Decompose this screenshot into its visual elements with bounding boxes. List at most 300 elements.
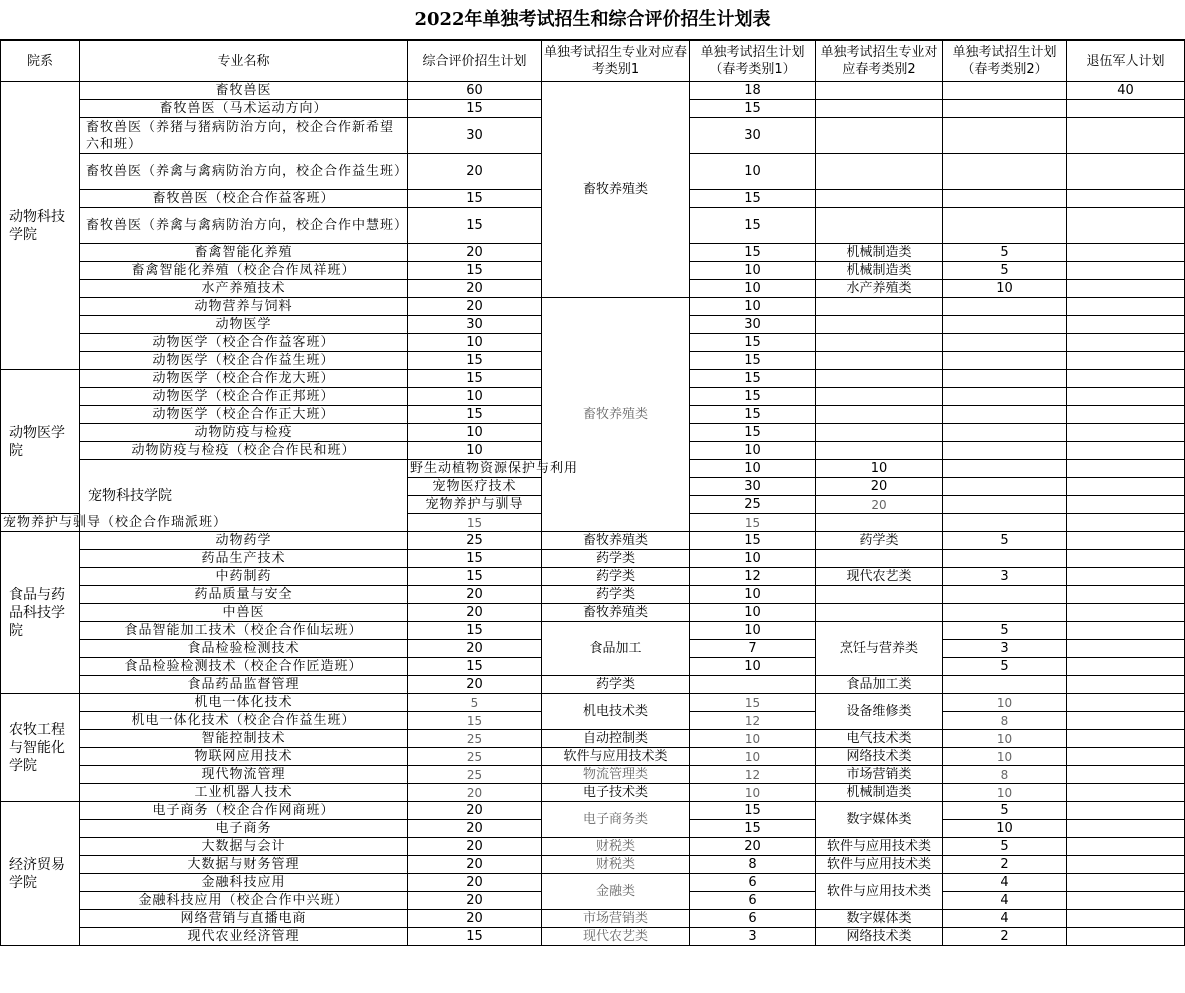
plan1-cell: 6 [690,892,816,910]
cat2-cell [816,208,943,244]
comp-cell: 20 [408,640,542,658]
plan2-cell: 3 [943,640,1067,658]
vet-cell [1067,856,1185,874]
major-cell: 机电一体化技术 [80,694,408,712]
comp-cell: 20 [408,838,542,856]
cat2-cell [816,550,943,568]
plan1-cell: 12 [690,766,816,784]
major-cell: 大数据与财务管理 [80,856,408,874]
major-cell: 畜牧兽医（养禽与禽病防治方向，校企合作益生班） [80,154,408,190]
table-row [1,928,1185,946]
major-cell: 中兽医 [80,604,408,622]
plan1-cell: 15 [690,694,816,712]
vet-cell [1067,730,1185,748]
table-row [1,766,1185,784]
plan1-cell: 30 [690,118,816,154]
major-cell: 机电一体化技术（校企合作益生班） [80,712,408,730]
plan1-cell: 10 [690,604,816,622]
cat2-cell: 食品加工类 [816,676,943,694]
cat2-cell [816,442,943,460]
vet-cell [1067,928,1185,946]
plan2-cell [943,82,1067,100]
table-row [1,802,1185,820]
cat2-cell: 网络技术类 [816,748,943,766]
cat2-cell: 电气技术类 [816,730,943,748]
plan2-cell: 10 [943,280,1067,298]
vet-cell [1067,370,1185,388]
vet-cell [1067,640,1185,658]
table-row [1,82,1185,100]
cat2-cell: 市场营销类 [816,766,943,784]
vet-cell [1067,550,1185,568]
major-cell: 动物防疫与检疫（校企合作民和班） [80,442,408,460]
header-major: 专业名称 [80,41,408,82]
major-cell: 动物营养与饲料 [80,298,408,316]
table-row [1,586,1185,604]
comp-cell: 15 [408,190,542,208]
plan2-cell: 2 [943,928,1067,946]
table-row [1,784,1185,802]
major-cell: 食品检验检测技术（校企合作匠造班） [80,658,408,676]
major-cell: 金融科技应用（校企合作中兴班） [80,892,408,910]
plan2-cell [943,334,1067,352]
plan2-cell: 8 [943,712,1067,730]
vet-cell [1067,316,1185,334]
major-cell: 宠物医疗技术 [408,478,542,496]
vet-cell [1067,118,1185,154]
major-cell: 动物防疫与检疫 [80,424,408,442]
major-cell: 宠物养护与驯导（校企合作瑞派班） [1,514,80,532]
vet-cell [1067,154,1185,190]
comp-cell: 15 [408,622,542,640]
vet-cell [1067,406,1185,424]
dept-cell: 农牧工程与智能化学院 [1,694,80,802]
cat2-cell [816,586,943,604]
cat2-cell [816,370,943,388]
plan1-cell: 15 [690,244,816,262]
plan1-cell: 10 [816,460,943,478]
table-row [1,298,1185,316]
header-cat1: 单独考试招生专业对应春考类别1 [542,41,690,82]
cat2-cell [816,82,943,100]
plan2-cell: 5 [943,262,1067,280]
comp-cell: 20 [408,784,542,802]
plan1-cell: 15 [690,406,816,424]
major-cell: 畜牧兽医（校企合作益客班） [80,190,408,208]
header-comp: 综合评价招生计划 [408,41,542,82]
major-cell: 动物药学 [80,532,408,550]
major-cell: 现代物流管理 [80,766,408,784]
plan1-cell: 15 [690,370,816,388]
cat1-cell: 畜牧养殖类 [542,604,690,622]
comp-cell: 20 [408,874,542,892]
cat1-cell: 电子商务类 [542,802,690,838]
major-cell: 金融科技应用 [80,874,408,892]
cat1-cell: 金融类 [542,874,690,910]
major-cell: 宠物养护与驯导 [408,496,542,514]
plan2-cell: 5 [943,802,1067,820]
table-row [1,676,1185,694]
comp-cell: 20 [408,244,542,262]
comp-cell: 25 [408,532,542,550]
cat1-cell: 畜牧养殖类 [542,298,690,532]
comp-cell: 15 [408,100,542,118]
major-cell: 野生动植物资源保护与利用 [408,460,542,478]
plan2-cell: 5 [943,622,1067,640]
plan2-cell [1067,460,1185,478]
plan2-cell [943,352,1067,370]
plan2-cell [943,424,1067,442]
comp-cell: 10 [408,334,542,352]
vet-cell [1067,892,1185,910]
plan1-cell: 8 [690,856,816,874]
plan2-cell [943,604,1067,622]
cat2-cell [816,514,943,532]
plan2-cell [943,316,1067,334]
comp-cell: 20 [408,856,542,874]
plan1-cell: 15 [690,802,816,820]
cat1-cell: 药学类 [542,550,690,568]
comp-cell: 20 [408,820,542,838]
plan1-cell: 10 [690,550,816,568]
vet-cell [1067,244,1185,262]
cat1-cell: 机电技术类 [542,694,690,730]
vet-cell [1067,820,1185,838]
table-row [1,748,1185,766]
vet-cell [1067,766,1185,784]
plan1-cell: 10 [690,586,816,604]
plan2-cell: 4 [943,874,1067,892]
table-row [1,910,1185,928]
page-title: 2022年单独考试招生和综合评价招生计划表 [0,0,1185,40]
plan2-cell: 4 [943,910,1067,928]
comp-cell: 15 [408,406,542,424]
comp-cell: 10 [690,460,816,478]
comp-cell: 30 [408,118,542,154]
major-cell: 药品生产技术 [80,550,408,568]
plan1-cell: 15 [690,532,816,550]
comp-cell: 15 [408,370,542,388]
vet-cell [1067,424,1185,442]
comp-cell: 15 [408,352,542,370]
major-cell: 智能控制技术 [80,730,408,748]
comp-cell: 15 [408,568,542,586]
plan1-cell: 12 [690,712,816,730]
plan2-cell: 10 [943,730,1067,748]
major-cell: 动物医学（校企合作益客班） [80,334,408,352]
cat1-cell: 物流管理类 [542,766,690,784]
vet-cell [1067,568,1185,586]
vet-cell [1067,298,1185,316]
major-cell: 电子商务 [80,820,408,838]
table-row [1,604,1185,622]
major-cell: 动物医学（校企合作正大班） [80,406,408,424]
vet-cell [1067,676,1185,694]
vet-cell [1067,190,1185,208]
plan1-cell: 15 [690,514,816,532]
header-dept: 院系 [1,41,80,82]
plan2-cell [943,118,1067,154]
plan1-cell: 10 [690,748,816,766]
vet-cell [1067,442,1185,460]
plan2-cell: 10 [943,820,1067,838]
plan2-cell [943,298,1067,316]
plan2-cell: 3 [943,568,1067,586]
table-row [1,694,1185,712]
cat2-cell [816,334,943,352]
cat2-cell: 数字媒体类 [816,802,943,838]
plan1-cell: 20 [816,478,943,496]
plan1-cell: 10 [690,442,816,460]
comp-cell: 15 [408,262,542,280]
comp-cell: 60 [408,82,542,100]
vet-cell [1067,910,1185,928]
comp-cell: 25 [408,766,542,784]
vet-cell [1067,334,1185,352]
major-cell: 动物医学（校企合作龙大班） [80,370,408,388]
cat2-cell: 机械制造类 [816,262,943,280]
vet-cell [1067,874,1185,892]
cat2-cell: 网络技术类 [816,928,943,946]
comp-cell: 30 [408,316,542,334]
comp-cell: 20 [408,154,542,190]
major-cell: 物联网应用技术 [80,748,408,766]
cat1-cell: 市场营销类 [542,910,690,928]
plan2-cell [943,550,1067,568]
plan2-cell: 5 [943,244,1067,262]
plan1-cell: 15 [690,352,816,370]
cat1-cell: 畜牧养殖类 [542,532,690,550]
comp-cell: 20 [408,604,542,622]
plan1-cell: 15 [690,100,816,118]
major-cell: 畜牧兽医（马术运动方向） [80,100,408,118]
cat1-cell: 畜牧养殖类 [542,82,690,298]
vet-cell [1067,784,1185,802]
cat1-cell: 财税类 [542,838,690,856]
vet-cell [1067,532,1185,550]
plan1-cell: 20 [816,496,943,514]
enrollment-plan-table [0,40,1185,946]
comp-cell: 15 [408,208,542,244]
vet-cell [1067,280,1185,298]
plan2-cell [943,514,1067,532]
plan1-cell: 15 [690,424,816,442]
major-cell: 畜牧兽医 [80,82,408,100]
major-cell: 畜禽智能化养殖 [80,244,408,262]
cat2-cell: 现代农艺类 [816,568,943,586]
comp-cell: 20 [408,910,542,928]
comp-cell: 10 [408,442,542,460]
vet-cell [1067,694,1185,712]
major-cell: 动物医学（校企合作正邦班） [80,388,408,406]
vet-cell [1067,748,1185,766]
vet-cell [1067,658,1185,676]
comp-cell: 5 [408,694,542,712]
plan2-cell [943,208,1067,244]
plan1-cell: 15 [690,208,816,244]
plan2-cell [943,586,1067,604]
cat2-cell: 软件与应用技术类 [816,856,943,874]
comp-cell: 20 [408,586,542,604]
vet-cell [1067,208,1185,244]
cat2-cell [816,604,943,622]
table-row [1,532,1185,550]
major-cell: 工业机器人技术 [80,784,408,802]
plan1-cell: 10 [690,154,816,190]
vet-cell [1067,604,1185,622]
cat1-cell: 药学类 [542,676,690,694]
cat2-cell: 数字媒体类 [816,910,943,928]
table-row [1,568,1185,586]
plan1-cell: 15 [690,820,816,838]
plan1-cell: 6 [690,910,816,928]
cat1-cell: 自动控制类 [542,730,690,748]
cat1-cell: 电子技术类 [542,784,690,802]
plan1-cell: 10 [690,730,816,748]
major-cell: 畜牧兽医（养禽与禽病防治方向，校企合作中慧班） [80,208,408,244]
cat1-cell: 药学类 [542,586,690,604]
cat2-cell: 机械制造类 [816,784,943,802]
major-cell: 食品检验检测技术 [80,640,408,658]
cat2-cell [816,388,943,406]
cat2-cell [816,406,943,424]
comp-cell: 30 [690,478,816,496]
plan2-cell: 2 [943,856,1067,874]
cat2-cell [816,298,943,316]
comp-cell: 25 [408,748,542,766]
comp-cell: 20 [408,892,542,910]
cat2-cell [816,190,943,208]
major-cell: 食品药品监督管理 [80,676,408,694]
plan1-cell: 10 [690,262,816,280]
major-cell: 现代农业经济管理 [80,928,408,946]
header-cat2: 单独考试招生专业对应春考类别2 [816,41,943,82]
vet-cell [1067,262,1185,280]
plan2-cell [943,676,1067,694]
vet-cell [1067,514,1185,532]
cat2-cell: 烹饪与营养类 [816,622,943,676]
plan1-cell: 3 [690,928,816,946]
plan1-cell: 18 [690,82,816,100]
plan1-cell: 10 [690,298,816,316]
comp-cell: 20 [408,298,542,316]
cat2-cell [943,478,1067,496]
major-cell: 电子商务（校企合作网商班） [80,802,408,820]
cat2-cell: 软件与应用技术类 [816,838,943,856]
plan1-cell: 15 [690,190,816,208]
major-cell: 大数据与会计 [80,838,408,856]
major-cell: 食品智能加工技术（校企合作仙坛班） [80,622,408,640]
plan2-cell [943,154,1067,190]
cat2-cell [816,352,943,370]
plan2-cell [943,388,1067,406]
plan2-cell: 10 [943,748,1067,766]
plan2-cell [943,406,1067,424]
comp-cell: 20 [408,802,542,820]
cat2-cell: 设备维修类 [816,694,943,730]
table-row [1,730,1185,748]
table-row [1,874,1185,892]
comp-cell: 15 [408,928,542,946]
vet-cell [1067,586,1185,604]
plan1-cell: 15 [690,388,816,406]
comp-cell: 25 [408,730,542,748]
cat2-cell [943,496,1067,514]
cat2-cell [816,118,943,154]
plan1-cell: 12 [690,568,816,586]
plan1-cell: 10 [690,280,816,298]
vet-cell [1067,388,1185,406]
comp-cell: 25 [690,496,816,514]
plan1-cell [690,676,816,694]
cat2-cell [816,154,943,190]
plan2-cell: 8 [943,766,1067,784]
major-cell: 动物医学（校企合作益生班） [80,352,408,370]
vet-cell [1067,838,1185,856]
plan1-cell: 6 [690,874,816,892]
major-cell: 中药制药 [80,568,408,586]
comp-cell: 20 [408,280,542,298]
table-row [1,550,1185,568]
plan2-cell: 4 [943,892,1067,910]
cat2-cell: 机械制造类 [816,244,943,262]
major-cell: 药品质量与安全 [80,586,408,604]
plan1-cell: 15 [690,334,816,352]
major-cell: 网络营销与直播电商 [80,910,408,928]
cat2-cell [816,100,943,118]
dept-cell: 动物科技学院 [1,82,80,370]
comp-cell: 10 [408,424,542,442]
vet-cell: 40 [1067,82,1185,100]
table-row [1,838,1185,856]
comp-cell: 20 [408,676,542,694]
cat2-cell [943,460,1067,478]
dept-cell: 经济贸易学院 [1,802,80,946]
plan1-cell: 10 [690,658,816,676]
cat2-cell: 水产养殖类 [816,280,943,298]
vet-cell [1067,622,1185,640]
vet-cell [1067,802,1185,820]
plan1-cell: 7 [690,640,816,658]
cat2-cell: 软件与应用技术类 [816,874,943,910]
vet-cell [1067,352,1185,370]
plan2-cell: 10 [943,784,1067,802]
plan1-cell: 10 [690,622,816,640]
cat2-cell [816,424,943,442]
dept-cell: 食品与药品科技学院 [1,532,80,694]
dept-cell: 动物医学院 [1,370,80,514]
plan2-cell [943,442,1067,460]
comp-cell: 15 [408,514,542,532]
plan2-cell [1067,496,1185,514]
plan1-cell: 10 [690,784,816,802]
cat1-cell: 药学类 [542,568,690,586]
plan2-cell [943,100,1067,118]
plan2-cell [943,370,1067,388]
major-cell: 动物医学 [80,316,408,334]
cat1-cell: 财税类 [542,856,690,874]
major-cell: 畜牧兽医（养猪与猪病防治方向，校企合作新希望六和班） [80,118,408,154]
cat2-cell [816,316,943,334]
plan2-cell: 5 [943,532,1067,550]
comp-cell: 15 [408,550,542,568]
comp-cell: 10 [408,388,542,406]
plan1-cell: 20 [690,838,816,856]
header-plan2: 单独考试招生计划（春考类别2） [943,41,1067,82]
plan2-cell [943,190,1067,208]
dept-cell: 宠物科技学院 [80,460,408,532]
table-row [1,856,1185,874]
